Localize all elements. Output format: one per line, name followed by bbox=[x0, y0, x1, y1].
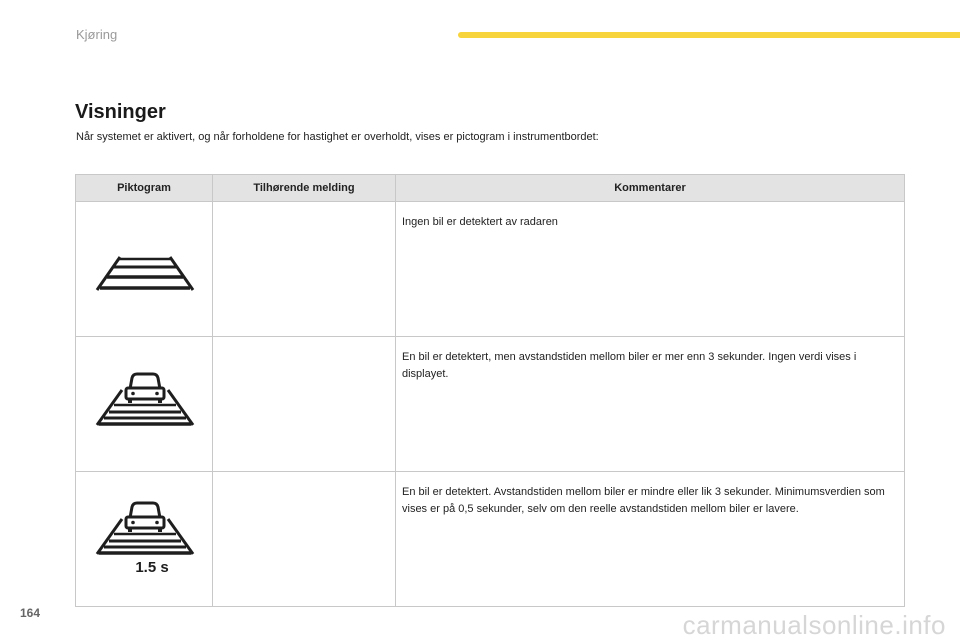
comment-cell: En bil er detektert. Avstandstiden mellom biler er mindre eller lik 3 sekunder. Minimumsverdien som vises er på 0,5 sekunder, selv om den reelle avstandstiden mellom biler er lavere. bbox=[396, 472, 905, 607]
vehicle-detected-icon bbox=[76, 337, 213, 459]
table-row bbox=[76, 337, 905, 472]
message-cell bbox=[213, 472, 396, 607]
header-accent-bar bbox=[458, 32, 960, 38]
header-kommentarer: Kommentarer bbox=[396, 175, 905, 202]
message-cell bbox=[213, 337, 396, 472]
intro-text: Når systemet er aktivert, og når forholdene for hastighet er overholdt, vises er pictogram i instrumentbordet: bbox=[76, 131, 599, 143]
watermark-text: carmanualsonline.info bbox=[682, 610, 946, 640]
message-cell bbox=[213, 202, 396, 337]
comment-cell: Ingen bil er detektert av radaren bbox=[396, 202, 905, 337]
road-lanes-icon bbox=[76, 202, 213, 324]
table-row bbox=[76, 472, 905, 607]
pictogram-cell bbox=[76, 472, 213, 607]
section-label: Kjøring bbox=[76, 27, 118, 42]
page-title: Visninger bbox=[75, 101, 166, 123]
pictogram-cell bbox=[76, 202, 213, 337]
distance-time-label: 1.5 s bbox=[135, 559, 169, 576]
vehicle-distance-time-icon bbox=[76, 472, 213, 594]
header-melding: Tilhørende melding bbox=[213, 175, 396, 202]
pictogram-table bbox=[75, 174, 905, 607]
table-row bbox=[76, 202, 905, 337]
header-piktogram: Piktogram bbox=[76, 175, 213, 202]
pictogram-cell bbox=[76, 337, 213, 472]
table-header-row bbox=[76, 175, 905, 202]
comment-cell: En bil er detektert, men avstandstiden mellom biler er mer enn 3 sekunder. Ingen verdi vises i displayet. bbox=[396, 337, 905, 472]
page-number: 164 bbox=[20, 606, 41, 620]
